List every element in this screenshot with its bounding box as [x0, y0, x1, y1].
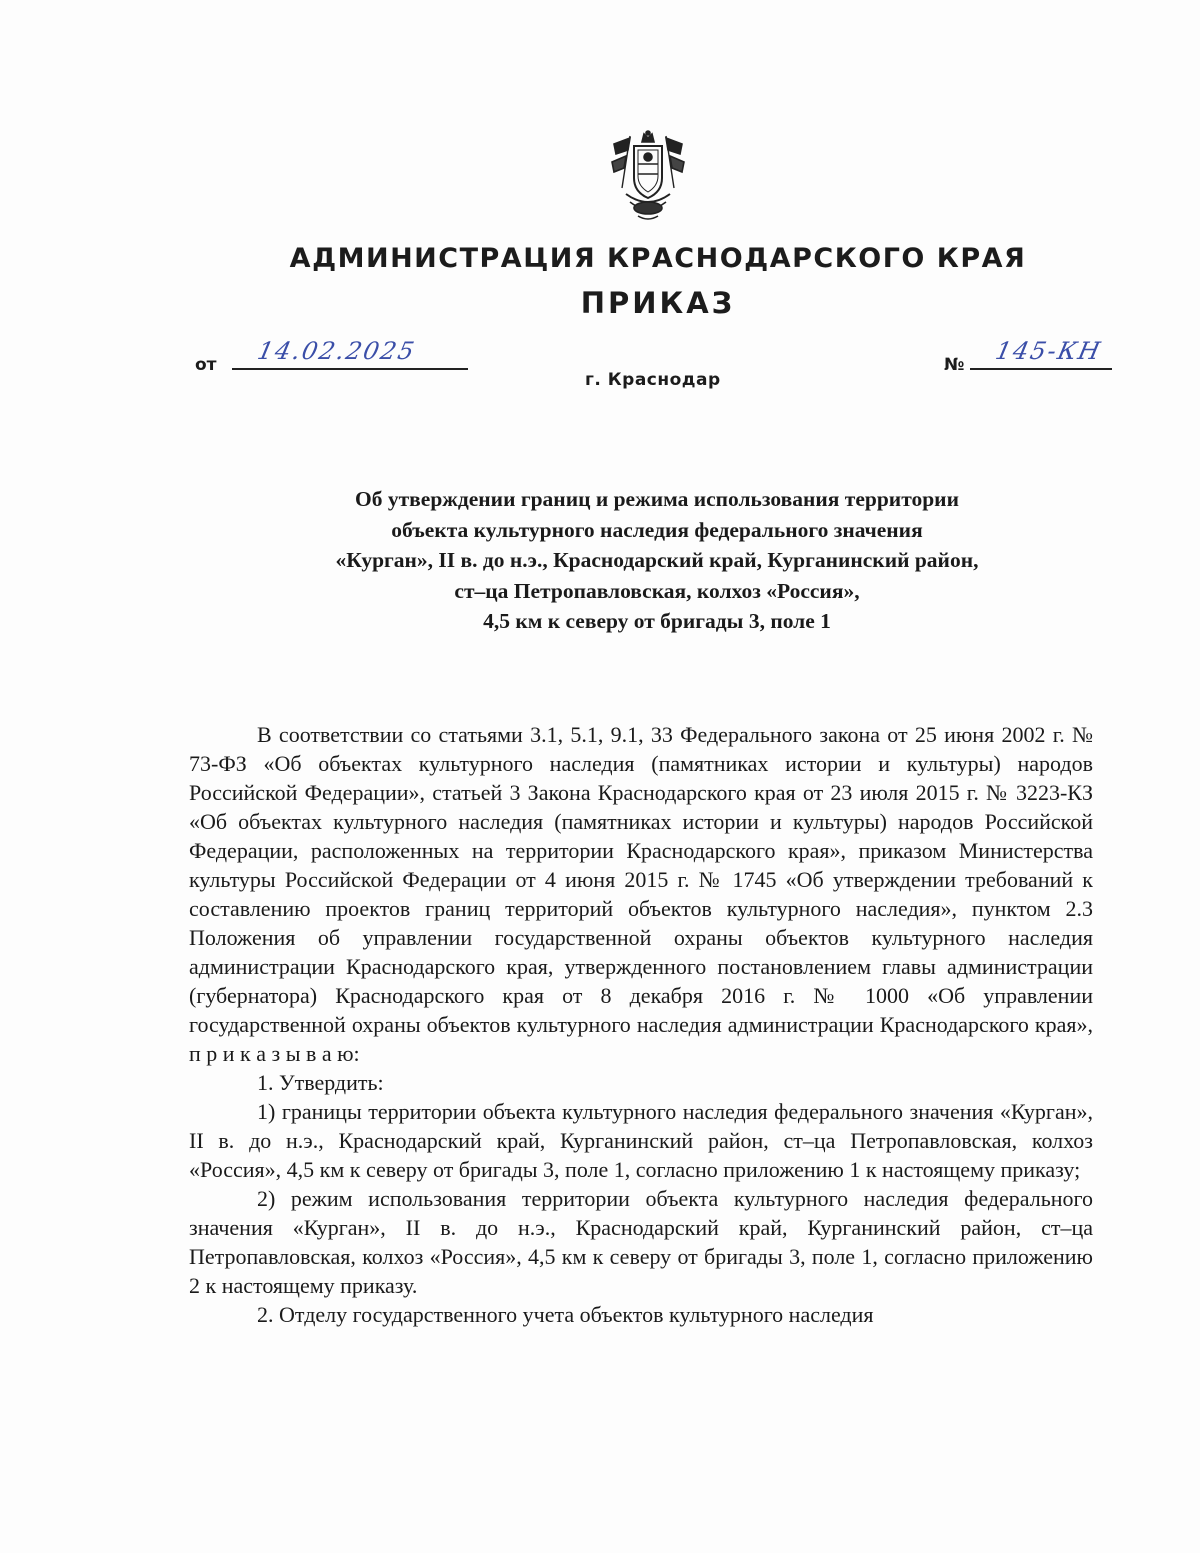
item-1-1: 1) границы территории объекта культурного наследия федерального значения «Курган», II в. до н.э., Краснодарский край, Курганинский район, ст–ца Петропавловская, колхоз «Россия», 4,5 км к северу от бригады 3, поле 1, согласно приложению 1 к настоящему приказу;: [189, 1099, 1093, 1182]
subject-line: Об утверждении границ и режима использования территории: [355, 487, 959, 511]
number-label: №: [944, 355, 965, 375]
subject-line: 4,5 км к северу от бригады 3, поле 1: [483, 609, 831, 633]
document-body: [189, 720, 1093, 1329]
city: г. Краснодар: [585, 370, 721, 390]
coat-of-arms-icon: [608, 130, 688, 222]
date-row: [195, 337, 468, 375]
number-field: [970, 337, 1112, 370]
item-1-2: 2) режим использования территории объекта культурного наследия федерального значения «Курган», II в. до н.э., Краснодарский край, Курганинский район, ст–ца Петропавловская, колхоз «Россия», 4,5 км к северу от бригады 3, поле 1, согласно приложению 2 к настоящему приказу.: [189, 1186, 1093, 1298]
organization-title: АДМИНИСТРАЦИЯ КРАСНОДАРСКОГО КРАЯ: [289, 243, 1027, 274]
document-subject: [200, 484, 1114, 637]
date-handwritten: 14.02.2025: [255, 337, 419, 365]
preamble-paragraph: В соответствии со статьями 3.1, 5.1, 9.1, 33 Федерального закона от 25 июня 2002 г. № 73-ФЗ «Об объектах культурного наследия (памятниках истории и культуры) народов Российской Федерации», статьей 3 Закона Краснодарского края от 23 июля 2015 г. № 3223-КЗ «Об объектах культурного наследия (памятниках истории и культуры) народов Российской Федерации, расположенных на территории Краснодарского края», приказом Министерства культуры Российской Федерации от 4 июня 2015 г. № 1745 «Об утверждении требований к составлению проектов границ территорий объектов культурного наследия», пунктом 2.3 Положения об управлении государственной охраны объектов культурного наследия администрации Краснодарского края, утвержденного постановлением главы администрации (губернатора) Краснодарского края от 8 декабря 2016 г. № 1000 «Об управлении государственной охраны объектов культурного наследия администрации Краснодарского края», п р и к а з ы в а ю:: [189, 722, 1093, 1066]
subject-line: объекта культурного наследия федерального значения: [391, 517, 923, 542]
subject-line: «Курган», II в. до н.э., Краснодарский край, Курганинский район,: [335, 548, 979, 572]
subject-line: ст–ца Петропавловская, колхоз «Россия»,: [454, 578, 860, 603]
item-1: 1. Утвердить:: [257, 1070, 384, 1095]
document-type: ПРИКАЗ: [580, 286, 736, 320]
number-row: [944, 337, 1112, 375]
item-2: 2. Отделу государственного учета объектов культурного наследия: [257, 1302, 874, 1327]
date-field: [232, 337, 468, 370]
date-label: от: [195, 355, 217, 375]
number-handwritten: 145-КН: [993, 337, 1105, 365]
